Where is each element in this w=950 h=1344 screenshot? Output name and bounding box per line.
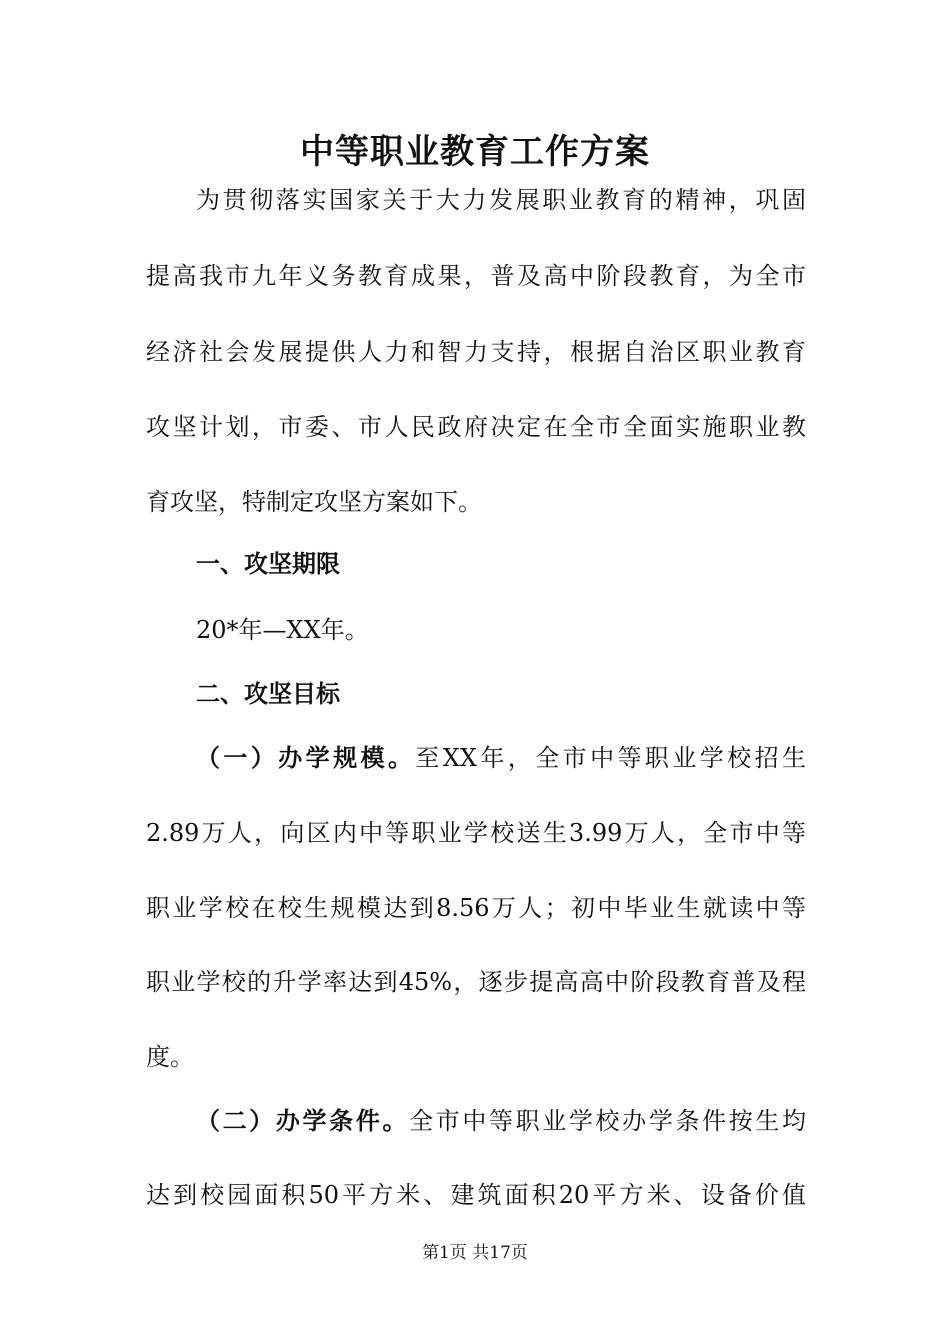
goal-item-conditions-line-2: 达到校园面积50平方米、建筑面积20平方米、设备价值 (146, 1181, 806, 1209)
page-footer: 第1页 共17页 (422, 1243, 528, 1263)
goal-item-conditions-text: 全市中等职业学校办学条件按生均 (409, 1107, 807, 1135)
goal-item-scale-line-1 (196, 740, 806, 776)
goal-item-scale-line-5: 度。 (146, 1043, 194, 1071)
goal-item-scale-text: 至XX年，全市中等职业学校招生 (415, 744, 807, 772)
goal-item-conditions-line-1 (196, 1103, 806, 1139)
goal-item-scale-line-2: 2.89万人，向区内中等职业学校送生3.99万人，全市中等 (146, 819, 806, 847)
section-heading-period: 一、攻坚期限 (196, 550, 340, 578)
goal-item-scale-lead: （一）办学规模。 (196, 744, 416, 772)
section-period-text: 20*年—XX年。 (196, 616, 369, 644)
document-title: 中等职业教育工作方案 (300, 132, 650, 172)
section-heading-goals: 二、攻坚目标 (196, 680, 340, 708)
intro-line-3: 经济社会发展提供人力和智力支持，根据自治区职业教育 (146, 338, 806, 366)
intro-line-1: 为贯彻落实国家关于大力发展职业教育的精神，巩固 (196, 186, 806, 214)
goal-item-scale-line-3: 职业学校在校生规模达到8.56万人；初中毕业生就读中等 (146, 894, 806, 922)
intro-line-4: 攻坚计划，市委、市人民政府决定在全市全面实施职业教 (146, 413, 806, 441)
goal-item-conditions-lead: （二）办学条件。 (196, 1107, 410, 1135)
intro-line-2: 提高我市九年义务教育成果，普及高中阶段教育，为全市 (146, 262, 806, 290)
intro-line-5: 育攻坚，特制定攻坚方案如下。 (146, 488, 482, 516)
goal-item-scale-line-4: 职业学校的升学率达到45%，逐步提高高中阶段教育普及程 (146, 968, 806, 996)
